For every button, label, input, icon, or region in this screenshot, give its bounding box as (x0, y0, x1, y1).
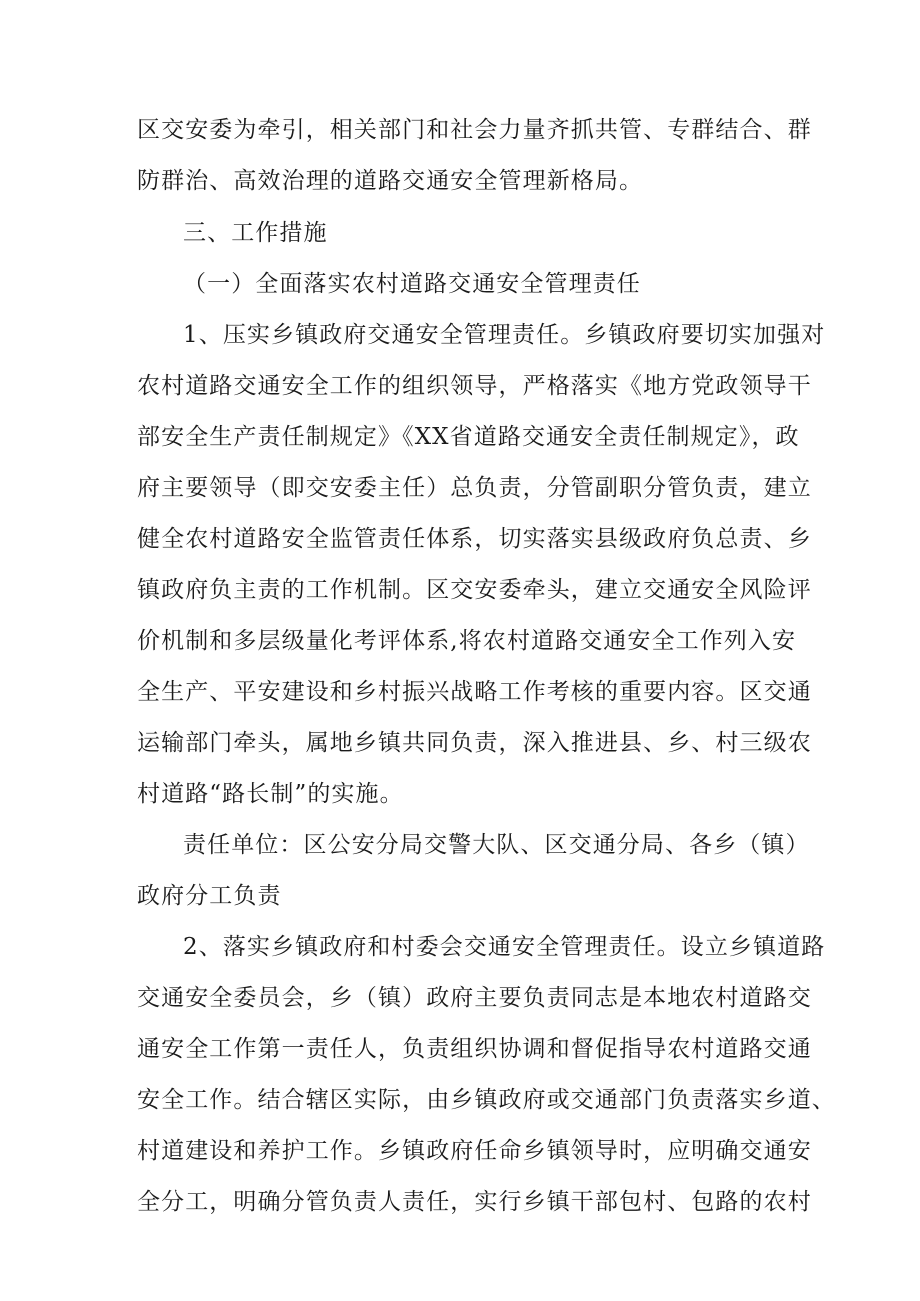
text-line: 村道路“路长制”的实施。 (137, 781, 404, 807)
text-line: 健全农村道路安全监管责任体系，切实落实县级政府负总责、乡 (137, 526, 812, 552)
text-line: 通安全工作第一责任人，负责组织协调和督促指导农村道路交通 (137, 1036, 812, 1062)
section-heading: 三、工作措施 (183, 220, 328, 246)
text-line: 全生产、平安建设和乡村振兴战略工作考核的重要内容。区交通 (137, 679, 812, 705)
text-line: 2、落实乡镇政府和村委会交通安全管理责任。设立乡镇道路 (183, 934, 826, 960)
text-line: 村道建设和养护工作。乡镇政府任命乡镇领导时，应明确交通安 (137, 1138, 812, 1164)
text-line: 镇政府负主责的工作机制。区交安委牵头，建立交通安全风险评 (137, 577, 812, 603)
text-line: 安全工作。结合辖区实际，由乡镇政府或交通部门负责落实乡道、 (137, 1087, 836, 1113)
text-line: 责任单位：区公安分局交警大队、区交通分局、各乡（镇） (183, 832, 810, 858)
text-line: 价机制和多层级量化考评体系,将农村道路交通安全工作列入安 (137, 628, 797, 654)
text-line: 部安全生产责任制规定》《XX省道路交通安全责任制规定》，政 (137, 424, 800, 450)
text-line: 1、压实乡镇政府交通安全管理责任。乡镇政府要切实加强对 (183, 322, 826, 348)
text-line: 运输部门牵头，属地乡镇共同负责，深入推进县、乡、村三级农 (137, 730, 812, 756)
text-line: 防群治、高效治理的道路交通安全管理新格局。 (137, 168, 644, 194)
text-line: 农村道路交通安全工作的组织领导，严格落实《地方党政领导干 (137, 373, 812, 399)
text-line: 政府分工负责 (137, 883, 282, 909)
subsection-heading: （一）全面落实农村道路交通安全管理责任 (183, 271, 641, 297)
text-line: 全分工，明确分管负责人责任，实行乡镇干部包村、包路的农村 (137, 1189, 812, 1215)
text-line: 区交安委为牵引，相关部门和社会力量齐抓共管、专群结合、群 (137, 117, 812, 143)
text-line: 府主要领导（即交安委主任）总负责，分管副职分管负责，建立 (137, 475, 812, 501)
text-line: 交通安全委员会，乡（镇）政府主要负责同志是本地农村道路交 (137, 985, 812, 1011)
